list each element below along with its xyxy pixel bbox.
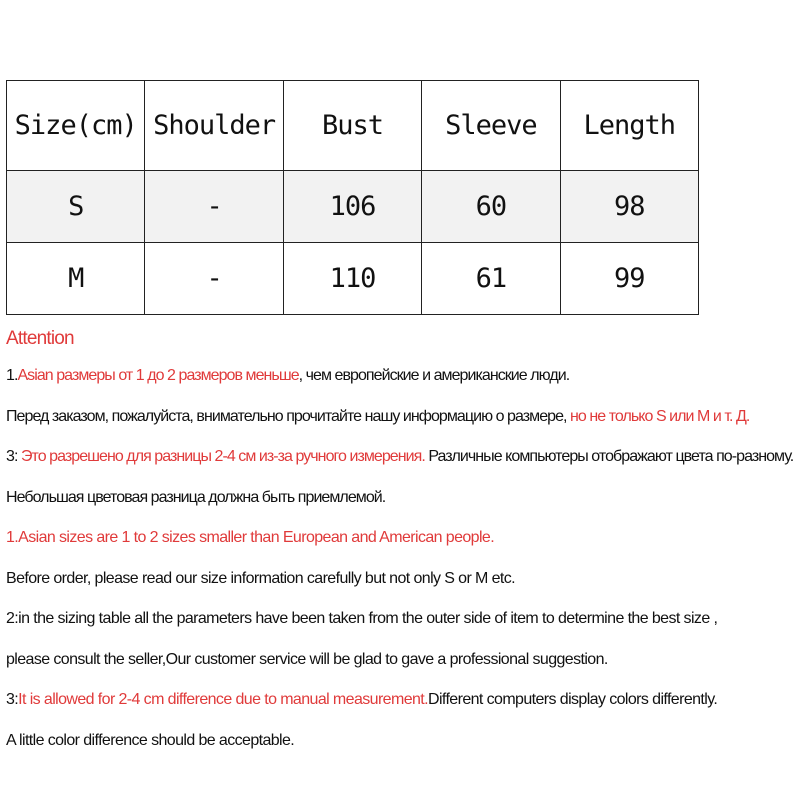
table-cell: S <box>7 171 145 243</box>
note-text: Перед заказом, пожалуйста, внимательно прочитайте нашу информацию о размере, <box>6 407 571 425</box>
table-cell: 99 <box>560 243 698 315</box>
note-prefix: 1. <box>6 529 19 546</box>
table-cell: 106 <box>283 171 421 243</box>
note-line-en-5 <box>6 680 800 721</box>
column-header-sleeve: Sleeve <box>422 81 560 171</box>
note-prefix: 1. <box>6 367 18 384</box>
note-line-ru-2 <box>6 397 800 438</box>
note-text: , чем европейские и американские люди. <box>298 367 570 384</box>
note-highlight: Это разрешено для разницы 2-4 см из-за ручного измерения. <box>20 448 425 465</box>
note-line-en-6: A little color difference should be acceptable. <box>6 731 295 749</box>
size-chart-table <box>6 80 699 315</box>
table-cell: 98 <box>560 171 698 243</box>
note-prefix: 3: <box>6 448 21 465</box>
table-cell: - <box>145 171 283 243</box>
table-header-row <box>7 81 699 171</box>
note-line-en-2: Before order, please read our size information carefully but not only S or M etc. <box>6 569 516 587</box>
size-notes <box>6 322 800 761</box>
table-cell: - <box>145 243 283 315</box>
note-highlight: но не только S или M и т. Д. <box>570 407 750 425</box>
table-row <box>7 171 699 243</box>
table-cell: 61 <box>422 243 560 315</box>
column-header-length: Length <box>560 81 698 171</box>
note-line-ru-1 <box>6 356 800 397</box>
note-text: Different computers display colors differently. <box>428 691 718 708</box>
column-header-size: Size(cm) <box>7 81 145 171</box>
table-cell: M <box>7 243 145 315</box>
note-line-en-3: 2:in the sizing table all the parameters have been taken from the outer side of item to determine the best size , <box>6 610 718 627</box>
note-line-ru-3 <box>6 437 800 478</box>
note-line-ru-4: Небольшая цветовая разница должна быть приемлемой. <box>6 488 386 506</box>
note-text: Различные компьютеры отображают цвета по-разному. <box>424 448 794 465</box>
note-highlight: Asian размеры от 1 до 2 размеров меньше <box>17 367 299 384</box>
attention-heading: Attention <box>6 328 74 349</box>
table-cell: 110 <box>283 243 421 315</box>
note-highlight: Asian sizes are 1 to 2 sizes smaller than European and American people. <box>18 529 495 546</box>
note-line-en-1 <box>6 518 800 559</box>
table-cell: 60 <box>422 171 560 243</box>
note-prefix: 3: <box>6 691 19 708</box>
note-highlight: It is allowed for 2-4 cm difference due to manual measurement. <box>18 691 428 708</box>
table-row <box>7 243 699 315</box>
note-line-en-4: please consult the seller,Our customer service will be glad to gave a professional suggestion. <box>6 650 608 668</box>
column-header-bust: Bust <box>283 81 421 171</box>
column-header-shoulder: Shoulder <box>145 81 283 171</box>
